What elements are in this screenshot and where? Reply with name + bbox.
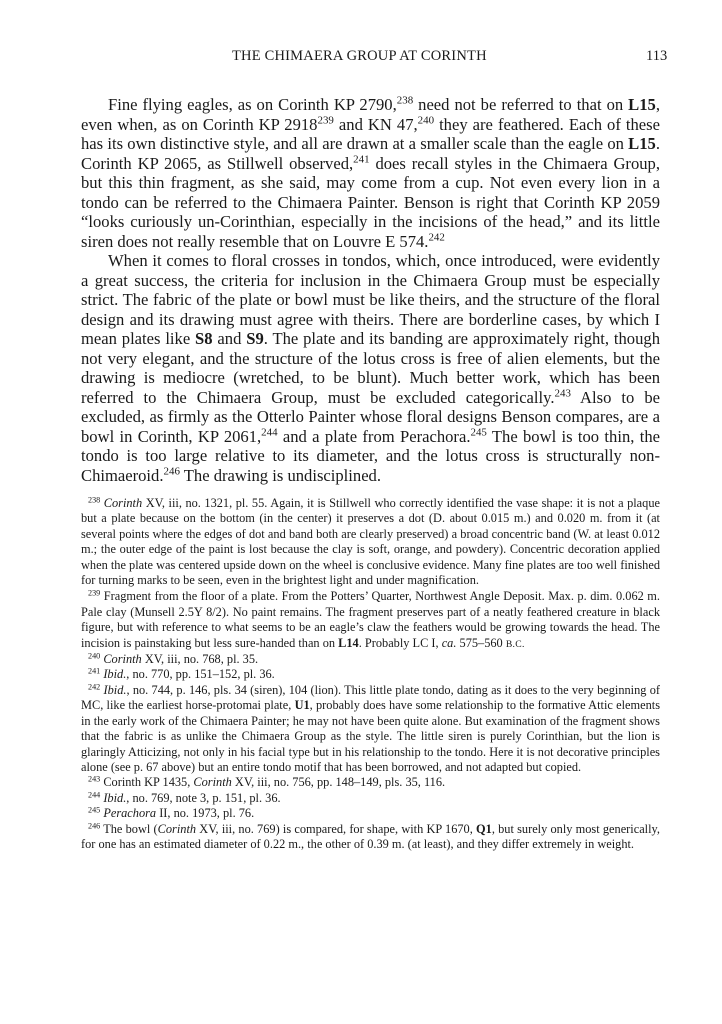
catalog-ref: S8 [195, 329, 213, 348]
footnote-243: $^{243}$ Corinth KP 1435, Corinth XV, iii, no. 756, pp. 148–149, pls. 35, 116. [88, 774, 446, 790]
paragraph-2: When it comes to floral crosses in tondos, which, once introduced, were evidently a great success, the criteria for inclusion in the Chimaera Group must be especially strict. The fabric of the plate or bowl must be like theirs, and the structure of the floral design and its drawing must agree with theirs. There are borderline cases, by which I mean plates like S8 and S9. The plate and its banding are approximately right, though not very elegant, and the structure of the lotus cross is free of alien elements, but the drawing is mediocre (wretched, to be blunt). Much better work, which has been referred to the Chimaera Group, must be excluded categorically.$^{243}$ Also to be excluded, as firmly as the Otterlo Painter whose floral designs Benson compares, are a bowl in Corinth, KP 2061,$^{244}$ and a plate from Perachora.$^{245}$ The bowl is too thin, the tondo is too large relative to its diameter, and the lotus cross is structurally non-Chimaeroid.$^{246}$ The drawing is undisciplined. [81, 251, 660, 485]
footnote-241: $^{241}$ Ibid., no. 770, pp. 151–152, pl. 36. [88, 666, 275, 682]
catalog-ref: S9 [246, 329, 264, 348]
footnote-ref: 238 [396, 94, 414, 107]
footnote-ref: 246 [163, 465, 180, 478]
footnotes [81, 496, 660, 852]
footnote-ref: 240 [417, 114, 435, 127]
footnote-number: 241 [88, 666, 101, 676]
running-title: THE CHIMAERA GROUP AT CORINTH [232, 48, 487, 64]
footnote-ref: 243 [554, 387, 571, 400]
footnote-238: $^{238}$ Corinth XV, iii, no. 1321, pl. 55. Again, it is Stillwell who correctly identified the vase shape: it is not a plaque but a plate because on the bottom (in the center) it preserves a dot (D. about 0.015 m.) and 0.020 m. from it (at several points where the edges of dot and band both are clearly preserved) a broad concentric band (W. at least 0.012 m.; the outer edge of the paint is lost because the clay is soft, orange, and powdery). Concentric decoration applied when the plate was centered upside down on the wheel is conclusive evidence. Many fine plates are too well finished for turning marks to be seen, even in the brightest light and under magnification. [81, 495, 660, 588]
catalog-ref: L15 [628, 134, 656, 153]
footnote-242: $^{242}$ Ibid., no. 744, p. 146, pls. 34 (siren), 104 (lion). This little plate tondo, dating as it does to the very beginning of MC, like the earliest horse-protomai plate, U1, probably does have some relationship to the formative Attic elements in the early work of the Chimaera Painter; he may not have been quite alone. But examination of the fragment shows that the fabric is as unlike the Chimaera Group as the style. The little siren is purely Corinthian, but the lion is glaringly Atticizing, not only in his facial type but in his relationship to the tondo. Here it is not decorative principles alone (see p. 67 above) but an entire tondo motif that has been borrowed, and not adapted but copied. [81, 682, 660, 774]
footnote-ref: 239 [317, 114, 334, 127]
footnote-ref: 241 [353, 153, 370, 166]
footnote-ref: 245 [470, 426, 487, 439]
footnote-number: 245 [88, 805, 101, 815]
footnote-ref: 242 [428, 231, 445, 244]
footnote-number: 243 [88, 774, 101, 784]
footnote-245: $^{245}$ Perachora II, no. 1973, pl. 76. [88, 805, 255, 821]
footnote-ref: 244 [261, 426, 278, 439]
page-number: 113 [646, 48, 668, 64]
footnote-number: 239 [88, 588, 101, 598]
footnote-number: 238 [88, 495, 101, 505]
page-header [0, 48, 722, 68]
paragraph-1: Fine flying eagles, as on Corinth KP 2790,$^{238}$ need not be referred to that on L15, even when, as on Corinth KP 2918$^{239}$ and KN 47,$^{240}$ they are feathered. Each of these has its own distinctive style, and all are drawn at a smaller scale than the eagle on L15. Corinth KP 2065, as Stillwell observed,$^{241}$ does recall styles in the Chimaera Group, but this thin fragment, as she said, may come from a cup. Not even every lion in a tondo can be referred to the Chimaera Painter. Benson is right that Corinth KP 2059 “looks curiously un-Corinthian, especially in the incisions of the head,” and its little siren does not really resemble that on Louvre E 574.$^{242}$ [81, 94, 661, 251]
footnote-number: 246 [88, 820, 101, 830]
footnote-246: $^{246}$ The bowl (Corinth XV, iii, no. 769) is compared, for shape, with KP 1670, Q1, but surely only most generically, for one has an estimated diameter of 0.22 m., the other of 0.39 m. (at least), and they differ extremely in weight. [81, 820, 660, 851]
footnote-239: $^{239}$ Fragment from the floor of a plate. From the Potters’ Quarter, Northwest Angle Deposit. Max. p. dim. 0.062 m. Pale clay (Munsell 2.5Y 8/2). No paint remains. The fragment preserves part of a neatly feathered creature in black figure, but with reference to what seems to be an eagle’s claw the feathers would be growing towards the head. The incision is painstaking but less sure-handed than on L14. Probably LC I, ca. 575–560 B.C. [81, 588, 660, 650]
main-text [81, 95, 660, 485]
footnote-number: 244 [88, 790, 101, 799]
footnote-number: 240 [88, 651, 101, 661]
footnote-number: 242 [88, 682, 101, 692]
footnote-244: $^{244}$ Ibid., no. 769, note 3, p. 151, pl. 36. [88, 790, 281, 805]
footnote-240: $^{240}$ Corinth XV, iii, no. 768, pl. 35. [88, 651, 259, 667]
catalog-ref: L15 [628, 95, 656, 114]
